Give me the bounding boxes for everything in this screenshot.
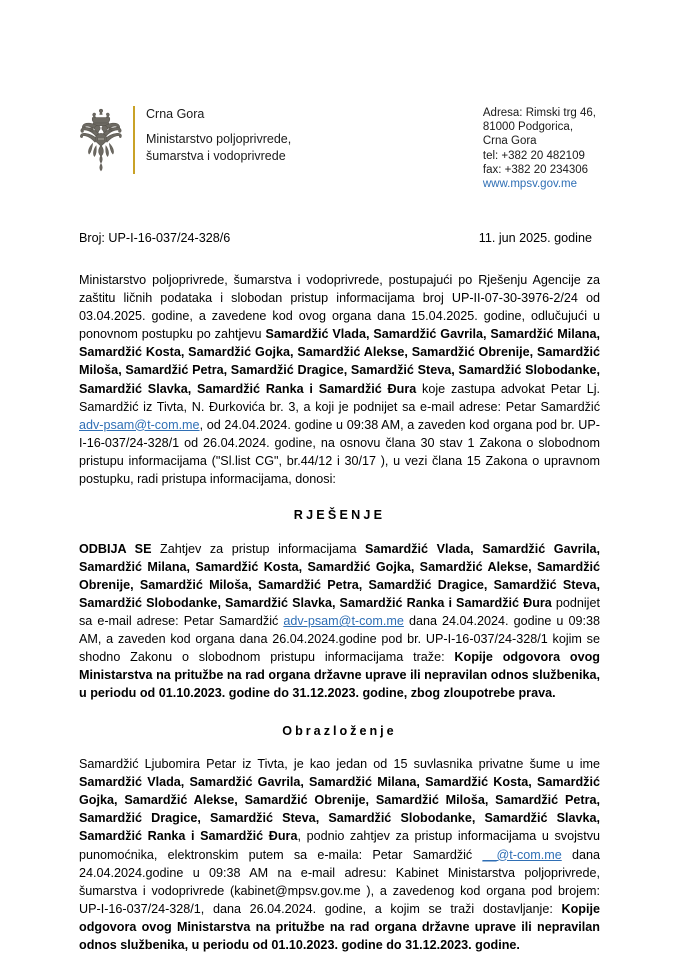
explanation-heading: Obrazloženje [282,724,397,739]
reference-line [79,230,600,247]
telephone-number: tel: +382 20 482109 [482,149,585,162]
decision-email-link[interactable]: adv-psam@t-com.me [283,614,404,629]
address-line-3: Crna Gora [482,135,537,148]
intro-text-1: Ministarstvo poljoprivrede, šumarstva i vodoprivrede, postupajući po Rješenju Agencije za zaštitu ličnih podataka i slobodan pristup informacijama broj UP-II-07-30-3976-2/24 od 03.04.2025. godine, a zavedene kod ovog organa dana 15.04.2025. godine, odlučujući u ponovnom postupku po zahtjevu [79,273,600,342]
address-line-1: Adresa: Rimski trg 46, [482,107,596,119]
decision-text-2: podnijet sa e-mail adrese: Petar Samardžić [79,595,600,629]
letterhead-divider [133,106,135,174]
letterhead-identity [79,103,291,177]
letterhead [79,0,600,191]
website-link[interactable]: www.mpsv.gov.me [482,178,578,191]
letterhead-text [146,103,291,165]
decision-lead: ODBIJA SE [79,541,152,556]
decision-paragraph [79,540,600,702]
intro-text-2: koje zastupa advokat Petar Lj. Samardžić iz Tivta, N. Đurkovića br. 3, a koji je podnijet sa e-mail adrese: Petar Samardžić [79,381,601,414]
explanation-text-1: Samardžić Ljubomira Petar iz Tivta, je kao jedan od 15 suvlasnika privatne šume u ime [79,757,600,772]
decision-request-text: Kopije odgovora ovog Ministarstva na pritužbe na rad organa državne uprave ili nepravilan odnos službenika, u periodu od 01.10.2023. godine do 31.12.2023. godine, zbog zloupotrebe prava. [79,650,600,701]
intro-email-link[interactable]: adv-psam@t-com.me [79,417,200,432]
country-name: Crna Gora [146,107,205,121]
montenegro-coat-of-arms-icon [75,105,127,177]
explanation-request-text: Kopije odgovora ovog Ministarstva na pritužbe na rad organa državne uprave ili nepravilan odnos službenika, u periodu od 01.10.2023. godine do 31.12.2023. godine. [79,901,600,952]
explanation-email-link-redacted[interactable]: __@t-com.me [482,847,562,862]
intro-paragraph [79,271,600,488]
ministry-name-line2: šumarstva i vodoprivrede [146,149,286,163]
explanation-applicant-names: Samardžić Vlada, Samardžić Gavrila, Samardžić Milana, Samardžić Kosta, Samardžić Gojka, Samardžić Alekse, Samardžić Obrenije, Samardžić Miloša, Samardžić Petra, Samardžić Dragice, Samardžić Steva, Samardžić Slobodanke, Samardžić Slavka, Samardžić Ranka i Samardžić Đura [79,775,600,844]
intro-text-3: , od 24.04.2024. godine u 09:38 AM, a zaveden kod organa pod br. UP-I-16-037/24-328/1 od 26.04.2024. godine, na osnovu člana 30 stav 1 Zakona o slobodnom pristupu informacijama ("Sl.list CG", br.44/12 i 30/17 ), u vezi člana 15 Zakona o upravnom postupku, radi pristupa informacijama, donosi: [79,417,600,486]
explanation-text-2: , podnio zahtjev za pristup informacijama u svojstvu punomoćnika, elektronskim putem sa e-maila: Petar Samardžić [79,829,600,862]
ministry-name-line1: Ministarstvo poljoprivrede, [146,132,292,146]
explanation-text-3: dana 24.04.2024.godine u 09:38 AM na e-mail adresu: Kabinet Ministarstva poljoprivrede, šumarstva i vodoprivrede (kabinet@mpsv.gov.me ), a zavedenog kod organa pod brojem: UP-I-16-037/24-328/1, dana 26.04.2024. godine, a kojim se traži dostavljanje: [79,847,601,916]
reference-number: Broj: UP-I-16-037/24-328/6 [79,231,231,246]
decision-applicant-names: Samardžić Vlada, Samardžić Gavrila, Samardžić Milana, Samardžić Kosta, Samardžić Gojka, Samardžić Alekse, Samardžić Obrenije, Samardžić Miloša, Samardžić Petra, Samardžić Dragice, Samardžić Steva, Samardžić Slobodanke, Samardžić Slavka, Samardžić Ranka i Samardžić Đura [79,541,600,610]
fax-number: fax: +382 20 234306 [482,163,589,176]
contact-block [483,103,596,191]
decision-heading: RJEŠENJE [293,507,386,522]
decision-text-3: dana 24.04.2024. godine u 09:38 AM, a zaveden kod organa dana 26.04.2024.godine pod br. UP-I-16-037/24-328/1 kojim se shodno Zakonu o slobodnom pristupu informacijama traže: [79,614,600,665]
explanation-paragraph [79,755,600,954]
intro-applicant-names: Samardžić Vlada, Samardžić Gavrila, Samardžić Milana, Samardžić Kosta, Samardžić Gojka, Samardžić Alekse, Samardžić Obrenije, Samardžić Miloša, Samardžić Petra, Samardžić Dragice, Samardžić Steva, Samardžić Slobodanke, Samardžić Slavka, Samardžić Ranka i Samardžić Đura [79,327,600,396]
ministry-name [146,131,291,165]
address-line-2: 81000 Podgorica, [482,121,574,134]
document-body [79,271,600,954]
decision-text-1: Zahtjev za pristup informacijama [151,541,366,556]
document-date: 11. jun 2025. godine [478,231,592,246]
